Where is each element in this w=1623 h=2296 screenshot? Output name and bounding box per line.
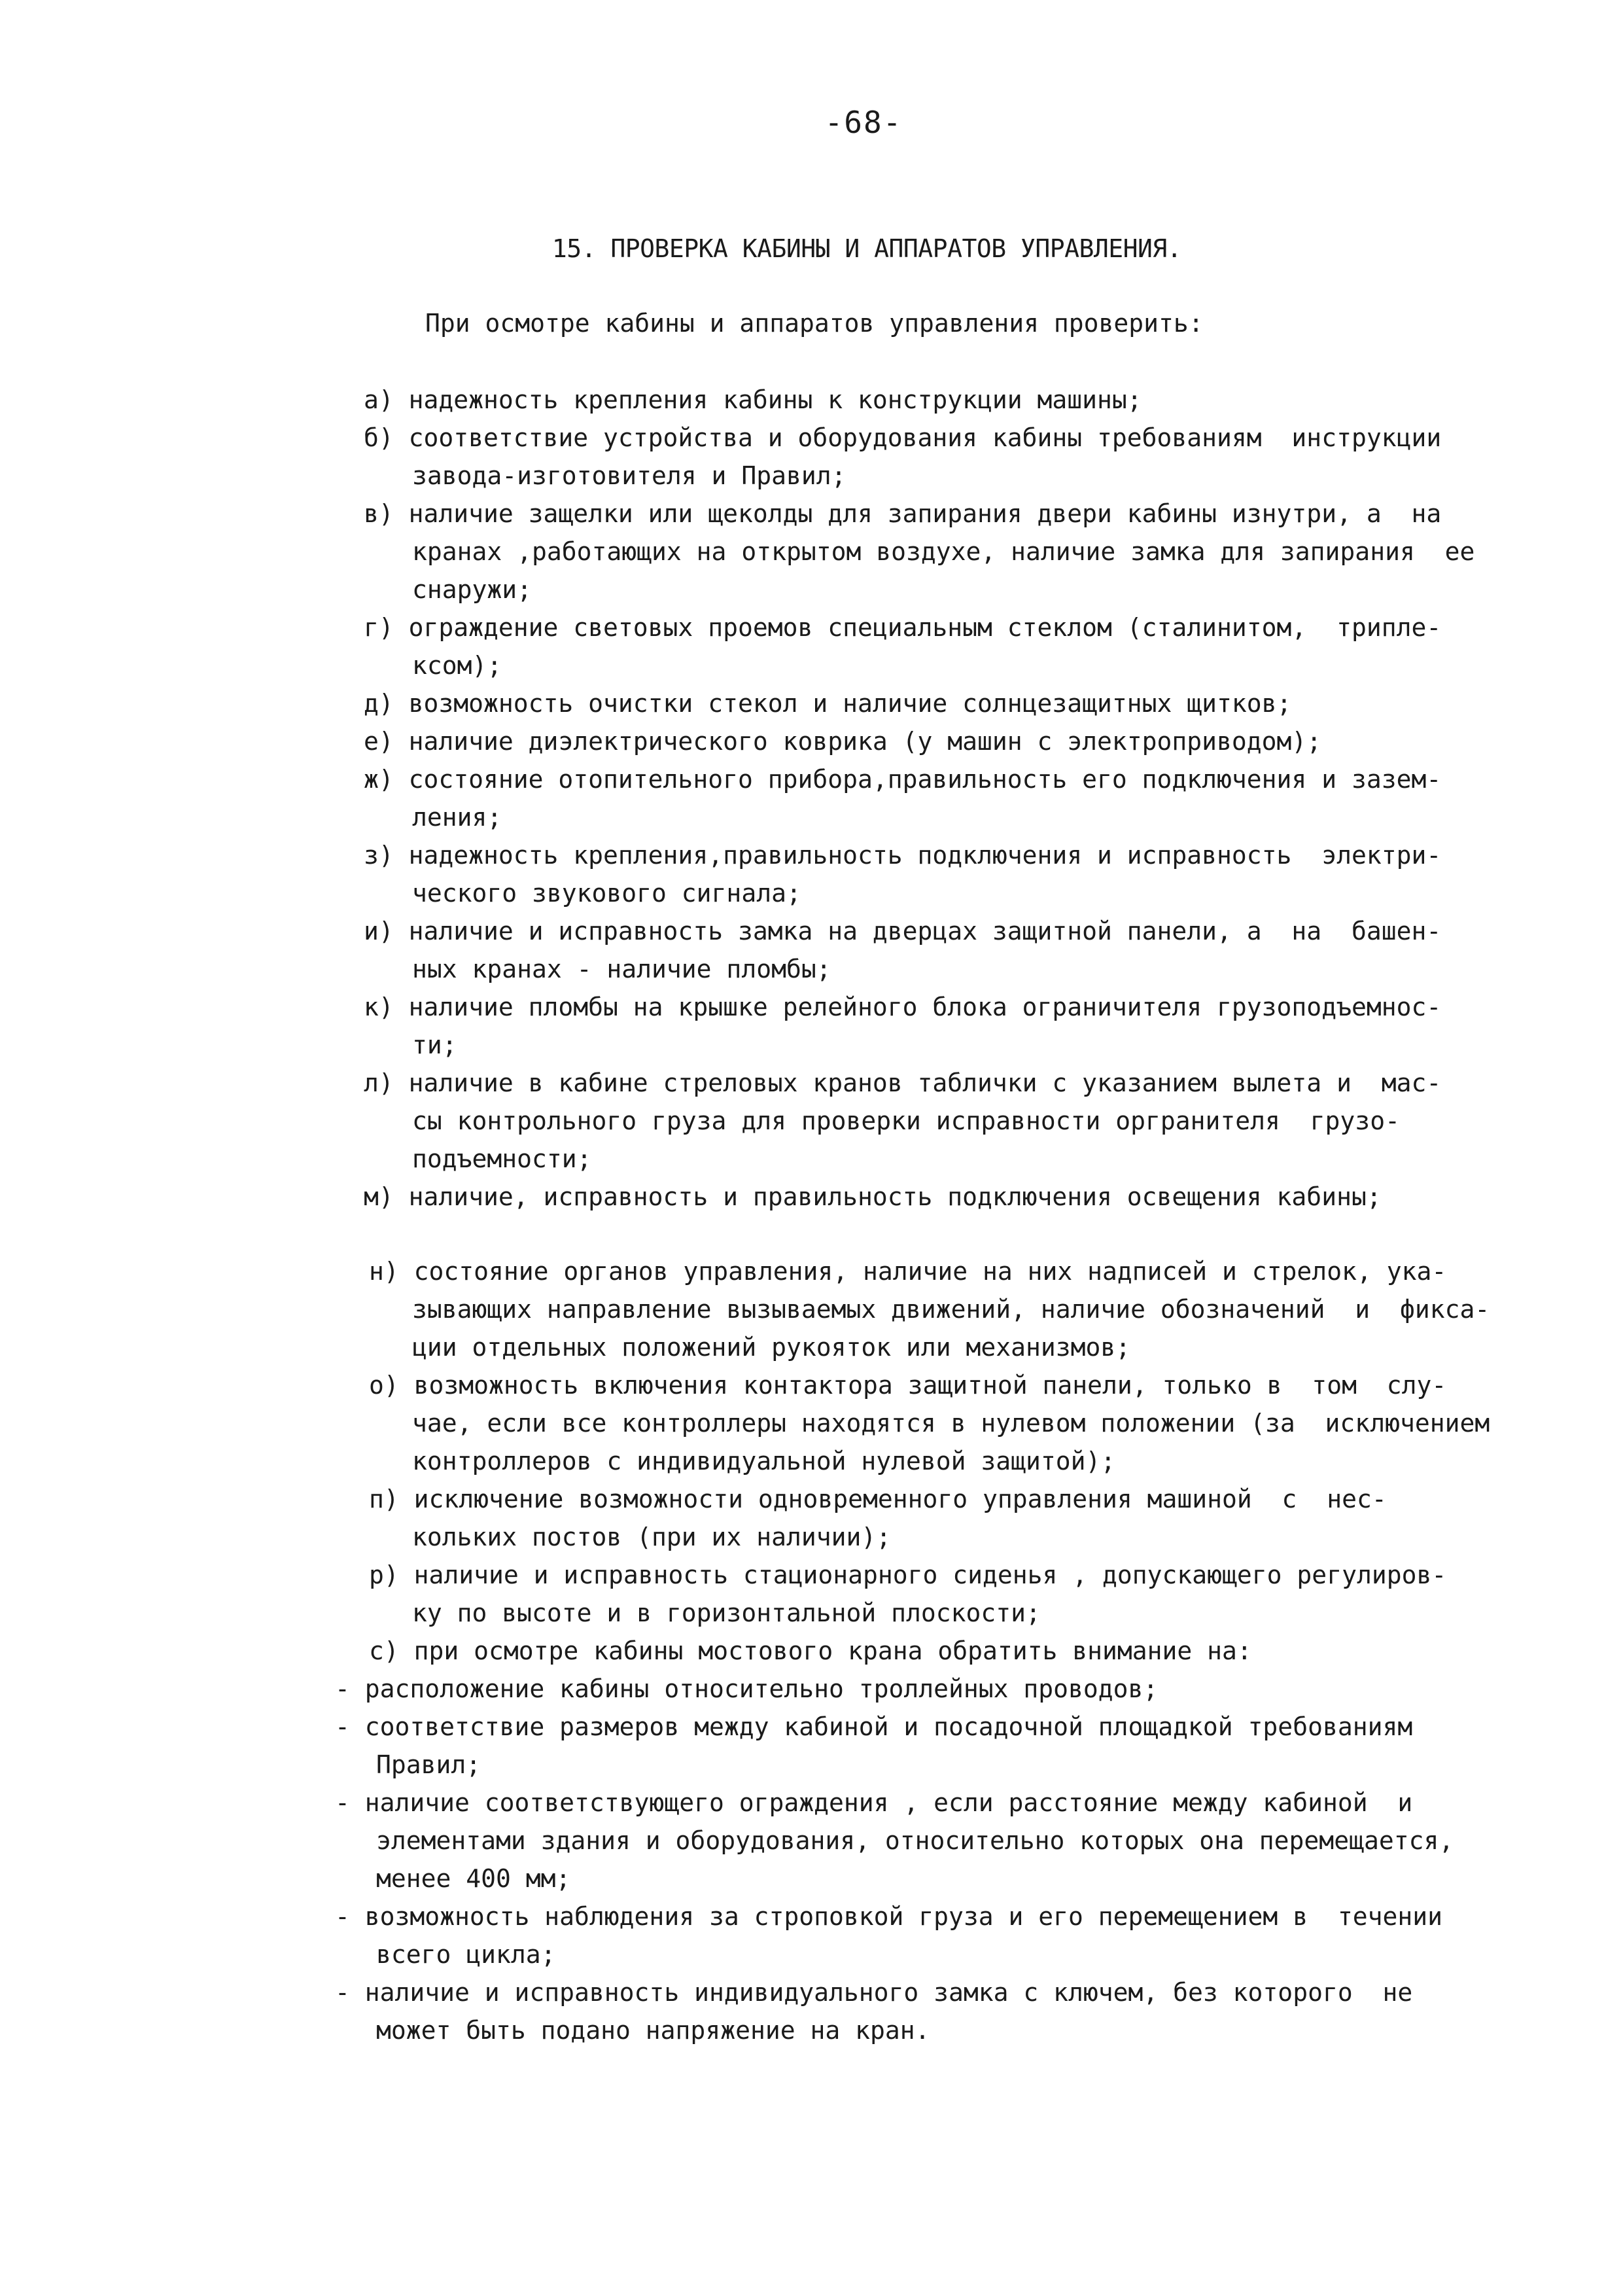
checklist-item	[0, 988, 1623, 1064]
item-text: п) исключение возможности одновременного управления машиной с нес-	[369, 1485, 1387, 1513]
item-text: и) наличие и исправность замка на дверцах защитной панели, а на башен-	[364, 917, 1442, 945]
checklist-item	[0, 1708, 1623, 1784]
checklist-item	[0, 1556, 1623, 1632]
item-text: к) наличие пломбы на крышке релейного блока ограничителя грузоподъемнос-	[364, 993, 1442, 1021]
checklist-item	[0, 1973, 1623, 2049]
item-continuation-text: ксом);	[412, 651, 502, 680]
checklist-item	[0, 684, 1623, 722]
item-text: о) возможность включения контактора защитной панели, только в том слу-	[369, 1371, 1447, 1400]
checklist-item	[0, 381, 1623, 419]
checklist-item	[0, 1366, 1623, 1480]
item-text: д) возможность очистки стекол и наличие солнцезащитных щитков;	[364, 689, 1292, 718]
item-continuation-text: чае, если все контроллеры находятся в нулевом положении (за исключением	[412, 1409, 1490, 1438]
checklist-item	[0, 912, 1623, 988]
item-continuation-text: Правил;	[376, 1750, 481, 1779]
item-text: - возможность наблюдения за строповкой груза и его перемещением в течении	[335, 1902, 1442, 1931]
checklist-item	[0, 1670, 1623, 1708]
item-continuation-text: кольких постов (при их наличии);	[412, 1523, 892, 1551]
item-continuation-text: сы контрольного груза для проверки исправности оргранителя грузо-	[412, 1106, 1400, 1135]
item-text: - расположение кабины относительно троллейных проводов;	[335, 1674, 1159, 1703]
checklist-item	[0, 1178, 1623, 1216]
item-text: а) надежность крепления кабины к конструкции машины;	[364, 385, 1142, 414]
checklist-item	[0, 1898, 1623, 1973]
item-continuation-text: контроллеров с индивидуальной нулевой защитой);	[412, 1447, 1116, 1475]
item-continuation-text: подъемности;	[412, 1144, 592, 1173]
item-continuation-text: всего цикла;	[376, 1940, 556, 1969]
item-continuation-text: завода-изготовителя и Правил;	[412, 461, 846, 490]
item-continuation-text: ления;	[412, 803, 502, 832]
item-text: с) при осмотре кабины мостового крана обратить внимание на:	[369, 1636, 1252, 1665]
item-continuation-text: ку по высоте и в горизонтальной плоскости;	[412, 1598, 1041, 1627]
item-text: е) наличие диэлектрического коврика (у машин с электроприводом);	[364, 727, 1322, 756]
item-text: н) состояние органов управления, наличие на них надписей и стрелок, ука-	[369, 1257, 1447, 1286]
item-text: р) наличие и исправность стационарного сиденья , допускающего регулиров-	[369, 1561, 1447, 1589]
page-number: -68-	[824, 105, 903, 140]
checklist	[0, 381, 1623, 2049]
item-continuation-text: ческого звукового сигнала;	[412, 879, 801, 908]
checklist-item	[0, 1480, 1623, 1556]
item-text: м) наличие, исправность и правильность подключения освещения кабины;	[364, 1182, 1382, 1211]
checklist-item	[0, 836, 1623, 912]
item-text: - наличие соответствующего ограждения , если расстояние между кабиной и	[335, 1788, 1413, 1817]
item-text: - соответствие размеров между кабиной и посадочной площадкой требованиям	[335, 1712, 1413, 1741]
intro-paragraph: При осмотре кабины и аппаратов управления проверить:	[425, 309, 1204, 338]
checklist-item	[0, 495, 1623, 609]
item-text: в) наличие защелки или щеколды для запирания двери кабины изнутри, а на	[364, 499, 1442, 528]
item-text: б) соответствие устройства и оборудования кабины требованиям инструкции	[364, 423, 1442, 452]
item-continuation-text: ти;	[412, 1031, 457, 1059]
item-continuation-text: снаружи;	[412, 575, 532, 604]
item-text: л) наличие в кабине стреловых кранов таблички с указанием вылета и мас-	[364, 1069, 1442, 1097]
item-continuation-text: элементами здания и оборудования, относительно которых она перемещается,	[376, 1826, 1454, 1855]
checklist-item	[0, 609, 1623, 684]
item-text: ж) состояние отопительного прибора,правильность его подключения и зазем-	[364, 765, 1442, 794]
checklist-item	[0, 760, 1623, 836]
item-text: г) ограждение световых проемов специальным стеклом (сталинитом, трипле-	[364, 613, 1442, 642]
item-continuation-text: зывающих направление вызываемых движений, наличие обозначений и фикса-	[412, 1295, 1490, 1324]
checklist-item	[0, 722, 1623, 760]
checklist-item	[0, 1064, 1623, 1178]
spacer	[0, 1216, 1623, 1252]
checklist-item	[0, 419, 1623, 495]
item-text: - наличие и исправность индивидуального замка с ключем, без которого не	[335, 1978, 1413, 2007]
checklist-item	[0, 1632, 1623, 1670]
item-continuation-text: ции отдельных положений рукояток или механизмов;	[412, 1333, 1131, 1362]
item-continuation-text: кранах ,работающих на открытом воздухе, наличие замка для запирания ее	[412, 537, 1475, 566]
item-continuation-text: ных кранах - наличие пломбы;	[412, 955, 831, 983]
checklist-item	[0, 1252, 1623, 1366]
section-title: 15. ПРОВЕРКА КАБИНЫ И АППАРАТОВ УПРАВЛЕНИЯ.	[551, 234, 1182, 263]
item-continuation-text: может быть подано напряжение на кран.	[376, 2016, 930, 2045]
item-text: з) надежность крепления,правильность подключения и исправность электри-	[364, 841, 1442, 870]
item-continuation-text: менее 400 мм;	[376, 1864, 571, 1893]
checklist-item	[0, 1784, 1623, 1898]
